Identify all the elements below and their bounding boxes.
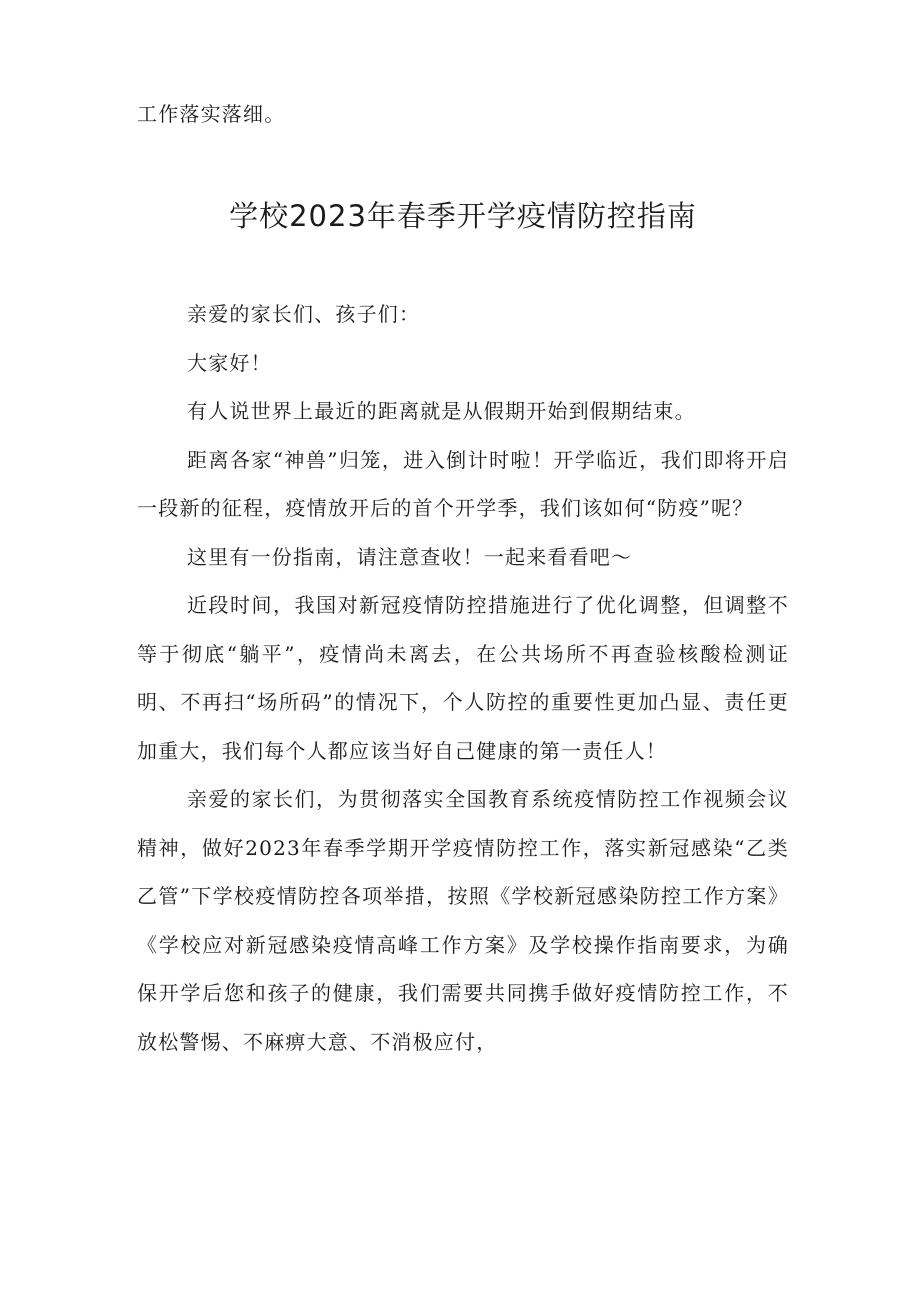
document-body xyxy=(137,290,789,1066)
document-title: 学校2023年春季开学疫情防控指南 xyxy=(229,199,697,233)
paragraph: 这里有一份指南，请注意查收！一起来看看吧～ xyxy=(187,544,633,569)
paragraph: 距离各家“神兽”归笼，进入倒计时啦！开学临近，我们即将开启一段新的征程，疫情放开后的首个开学季，我们该如何“防疫”呢？ xyxy=(137,447,789,520)
paragraph: 亲爱的家长们，为贯彻落实全国教育系统疫情防控工作视频会议精神，做好2023年春季学期开学疫情防控工作，落实新冠感染“乙类乙管”下学校疫情防控各项举措，按照《学校新冠感染防控工作方案》《学校应对新冠感染疫情高峰工作方案》及学校操作指南要求，为确保开学后您和孩子的健康，我们需要共同携手做好疫情防控工作，不放松警惕、不麻痹大意、不消极应付， xyxy=(137,787,789,1054)
greeting: 大家好！ xyxy=(187,350,272,375)
salutation: 亲爱的家长们、孩子们： xyxy=(187,302,421,326)
paragraph: 近段时间，我国对新冠疫情防控措施进行了优化调整，但调整不等于彻底“躺平”，疫情尚未离去，在公共场所不再查验核酸检测证明、不再扫“场所码”的情况下，个人防控的重要性更加凸显、责任更加重大，我们每个人都应该当好自己健康的第一责任人！ xyxy=(137,593,789,763)
paragraph: 有人说世界上最近的距离就是从假期开始到假期结束。 xyxy=(187,399,696,423)
lead-line: 工作落实落细。 xyxy=(137,102,286,126)
